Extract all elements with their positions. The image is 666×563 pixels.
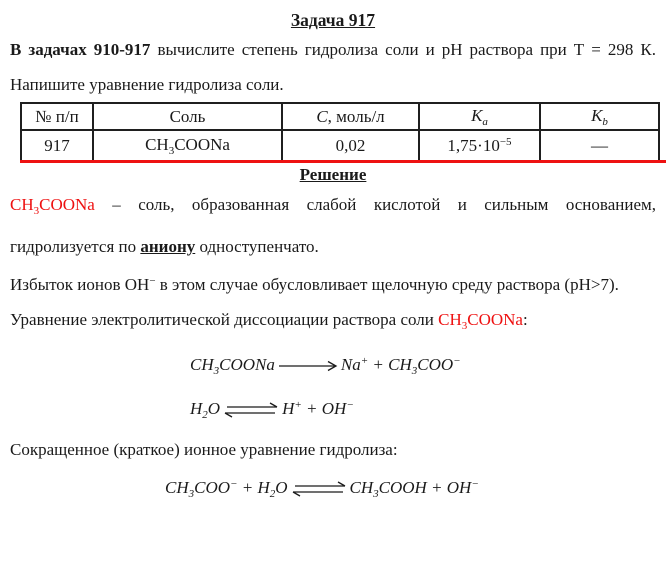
header-ka: $K_a$ [419,103,540,130]
equation-water-autoionization: $H_2O$ H+ + OH− [190,399,354,421]
header-number: № п/п [21,103,93,130]
problem-title: Задача 917 [290,10,376,30]
excess-ions-paragraph: Избыток ионов ОН− в этом случае обусловливает щелочную среду раствора (рН>7). [10,275,619,294]
equation-hydrolysis: $CH_3COO^- + H_2O$ $CH_3COOH + OH^-$ [165,478,479,500]
right-arrow-icon [278,360,338,372]
short-ionic-intro-paragraph: Сокращенное (краткое) ионное уравнение гидролиза: [10,440,398,459]
red-underline [20,160,666,163]
dissociation-intro-paragraph: Уравнение электролитической диссоциации раствора соли $CH_3COONa$: [10,310,528,332]
salt-description-paragraph: $CH_3COONa$ – соль, образованная слабой кислотой и сильным основанием, гидролизуется по аниону одноступенчато. [10,195,656,256]
equation-dissociation: $CH_3COONa$ $Na^+ + CH_3COO^-$ [190,355,461,377]
cell-salt: $CH_3COONa$ [93,130,282,160]
solution-heading: Решение [299,165,367,184]
cell-concentration: 0,02 [282,130,419,160]
cell-kb: — [540,130,659,160]
cell-number: 917 [21,130,93,160]
header-kb: $K_b$ [540,103,659,130]
conditions-table [20,102,660,160]
conditions-table-block [10,102,656,163]
table-header-row [21,103,659,130]
header-concentration: С, моль/л [282,103,419,130]
equilibrium-arrow-icon [223,402,279,418]
intro-paragraph: В задачах 910-917 вычислите степень гидролиза соли и pH раствора при Т = 298 К. Напишите уравнение гидролиза соли. [10,40,656,94]
header-salt: Соль [93,103,282,130]
table-data-row [21,130,659,160]
equilibrium-arrow-icon [291,481,347,497]
cell-ka: $1,75\cdot 10^{-5}$ [419,130,540,160]
